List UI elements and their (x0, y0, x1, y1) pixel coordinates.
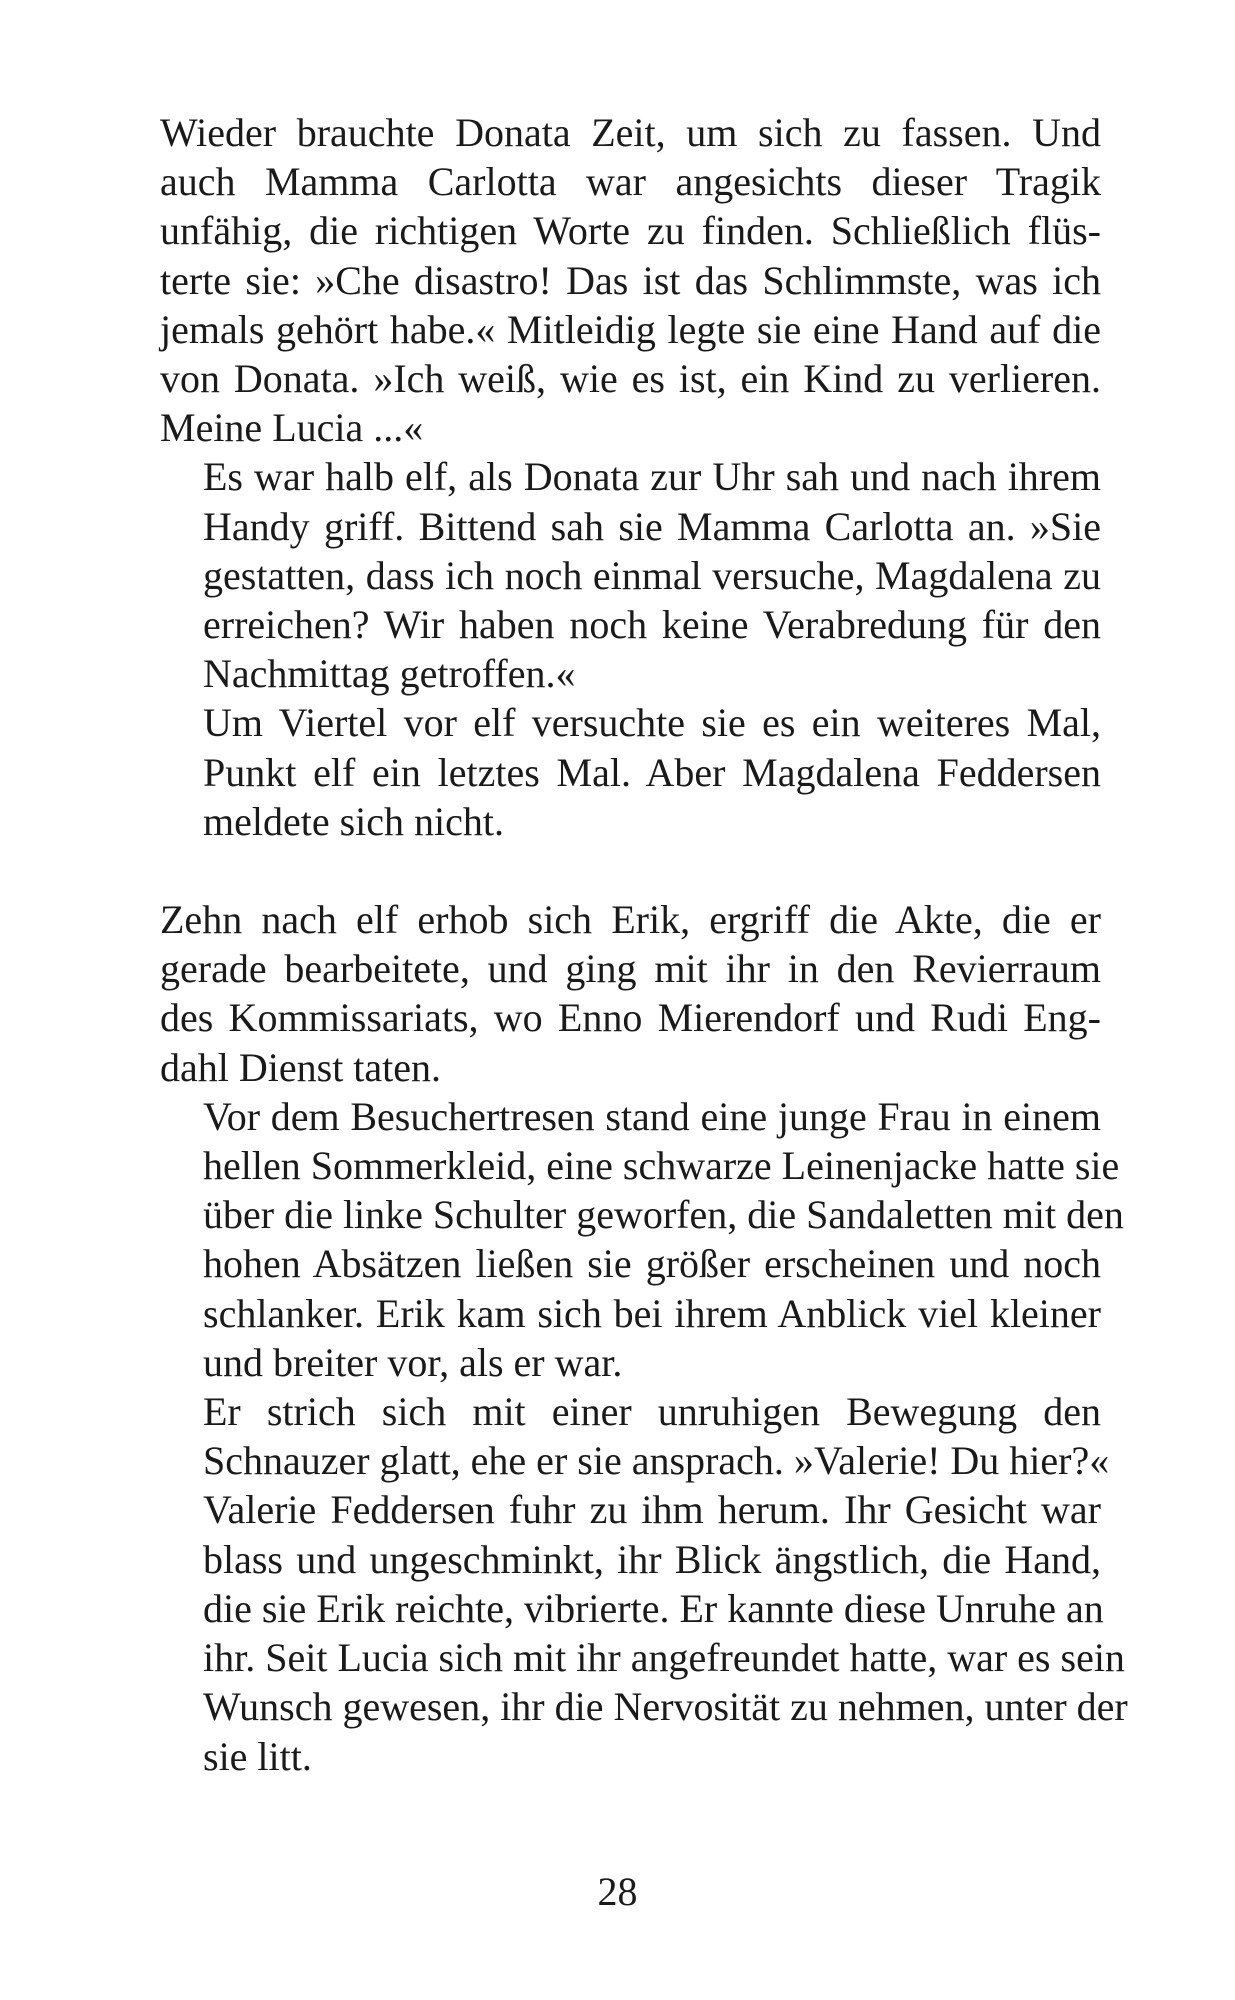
paragraph-1 (160, 108, 1101, 452)
paragraph-5 (160, 1092, 1124, 1387)
text-line: Schnauzer glatt, ehe er sie ansprach. »Valerie! Du hier?« (203, 1438, 1110, 1484)
text-line: sie litt. (203, 1733, 312, 1779)
text-line: und breiter vor, als er war. (203, 1339, 623, 1385)
text-line: Handy griff. Bittend sah sie Mamma Carlotta an. »Sie (203, 503, 1101, 549)
text-line: Um Viertel vor elf versuchte sie es ein weiteres Mal, (203, 700, 1101, 746)
text-line: Wunsch gewesen, ihr die Nervosität zu nehmen, unter der (203, 1684, 1128, 1730)
text-line: meldete sich nicht. (203, 798, 505, 844)
text-line: Nachmittag getroffen.« (203, 651, 576, 697)
text-line: dahl Dienst taten. (160, 1044, 442, 1090)
text-line: Vor dem Besuchertresen stand eine junge Frau in einem (203, 1093, 1101, 1139)
paragraph-2 (160, 452, 1101, 698)
text-line: unfähig, die richtigen Worte zu finden. Schließlich flüs- (160, 208, 1101, 254)
text-line: Er strich sich mit einer unruhigen Bewegung den (203, 1389, 1101, 1435)
text-line: über die linke Schulter geworfen, die Sandaletten mit den (203, 1192, 1124, 1238)
text-line: Es war halb elf, als Donata zur Uhr sah und nach ihrem (203, 454, 1101, 500)
paragraph-7 (160, 1485, 1128, 1780)
text-line: die sie Erik reichte, vibrierte. Er kannte diese Unruhe an (203, 1585, 1104, 1631)
paragraph-6 (160, 1387, 1110, 1485)
text-line: Wieder brauchte Donata Zeit, um sich zu fassen. Und (160, 110, 1101, 155)
text-line: Zehn nach elf erhob sich Erik, ergriff die Akte, die er (160, 897, 1101, 943)
text-line: erreichen? Wir haben noch keine Verabredung für den (203, 602, 1101, 648)
text-line: gerade bearbeitete, und ging mit ihr in den Revierraum (160, 946, 1101, 992)
text-line: hohen Absätzen ließen sie größer erscheinen und noch (203, 1241, 1101, 1287)
text-line: Valerie Feddersen fuhr zu ihm herum. Ihr Gesicht war (203, 1487, 1101, 1533)
text-line: schlanker. Erik kam sich bei ihrem Anblick viel kleiner (203, 1290, 1101, 1336)
text-line: hellen Sommerkleid, eine schwarze Leinenjacke hatte sie (203, 1143, 1120, 1189)
text-line: Meine Lucia ...« (160, 405, 424, 451)
text-line: Punkt elf ein letztes Mal. Aber Magdalena Feddersen (203, 749, 1101, 795)
text-line: blass und ungeschminkt, ihr Blick ängstlich, die Hand, (203, 1536, 1101, 1582)
paragraph-3 (160, 698, 1101, 846)
text-line: terte sie: »Che disastro! Das ist das Schlimmste, was ich (160, 257, 1101, 303)
page-number: 28 (597, 1869, 638, 1914)
text-line: jemals gehört habe.« Mitleidig legte sie eine Hand auf die (160, 306, 1101, 352)
paragraph-4 (160, 895, 1101, 1092)
text-line: auch Mamma Carlotta war angesichts dieser Tragik (160, 159, 1101, 205)
text-line: des Kommissariats, wo Enno Mierendorf und Rudi Eng- (160, 995, 1101, 1041)
text-line: gestatten, dass ich noch einmal versuche, Magdalena zu (203, 552, 1101, 598)
body-text (160, 108, 1128, 1781)
text-line: von Donata. »Ich weiß, wie es ist, ein Kind zu verlieren. (160, 356, 1101, 402)
text-line: ihr. Seit Lucia sich mit ihr angefreundet hatte, war es sein (203, 1635, 1125, 1681)
